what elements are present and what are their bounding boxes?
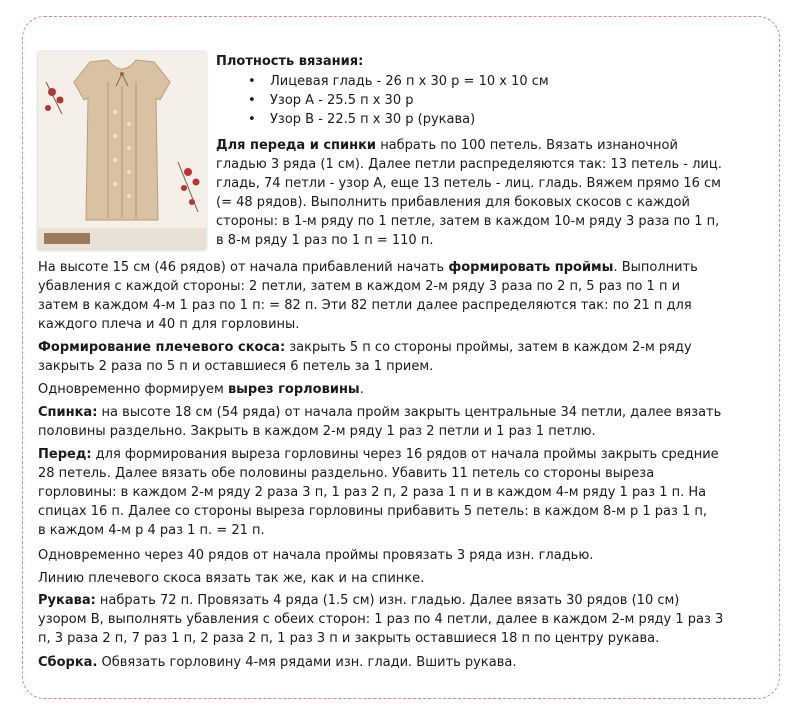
- front-back-heading: Для переда и спинки: [216, 138, 377, 153]
- text-line: гладь, 74 петли - узор А, еще 13 петель - лиц. гладь. Вяжем прямо 16 см: [216, 176, 721, 191]
- sleeves-heading: Рукава:: [38, 593, 96, 608]
- back-paragraph: [38, 403, 762, 441]
- assembly-heading: Сборка.: [38, 655, 98, 670]
- text-line: узором В, выполнять убавления с обеих сторон: 1 раз по 4 петли, далее в каждом 2-м ряду 1 раз 3: [38, 612, 724, 627]
- front-paragraph: [38, 445, 762, 540]
- text-line: затем в каждом 4-м 1 раз по 1 п: = 82 п. Эти 82 петли далее распределяются так: по 21 п для: [38, 298, 692, 313]
- text-line: убавления с каждой стороны: 2 петли, затем в каждом 2-м ряду 3 раза по 2 п, 5 раз по 1 п и: [38, 279, 681, 294]
- armhole-heading: формировать проймы: [448, 260, 614, 275]
- text-line: половины раздельно. Закрыть в каждом 2-м ряду 1 раз 2 петли и 1 раз 1 петлю.: [38, 424, 596, 439]
- text-line: (= 48 рядов). Выполнить прибавления для боковых скосов с каждой: [216, 195, 690, 210]
- text-line: каждого плеча и 40 п для горловины.: [38, 317, 300, 332]
- neck-paragraph: [38, 380, 762, 399]
- front-heading: Перед:: [38, 447, 92, 462]
- shoulder-paragraph: [38, 338, 762, 376]
- text-fragment: Одновременно формируем: [38, 382, 228, 397]
- sleeves-paragraph: [38, 591, 762, 648]
- shoulder-heading: Формирование плечевого скоса:: [38, 340, 286, 355]
- text-fragment: Обвязать горловину 4-мя рядами изн. глади. Вшить рукава.: [97, 655, 517, 670]
- density-list: [244, 72, 549, 129]
- text-line: п, 3 раза 2 п, 7 раз 1 п, 2 раза 2 п, 1 раз 3 п и закрыть оставшиеся 18 п по центру рукава.: [38, 631, 660, 646]
- back-heading: Спинка:: [38, 405, 98, 420]
- text-fragment: для формирования выреза горловины через 16 рядов от начала проймы закрыть средние: [91, 447, 719, 462]
- text-fragment: На высоте 15 см (46 рядов) от начала прибавлений начать: [38, 260, 449, 275]
- text-fragment: .: [359, 382, 364, 397]
- shoulder-line-paragraph: Линию плечевого скоса вязать так же, как и на спинке.: [38, 571, 425, 586]
- text-line: 28 петель. Далее вязать обе половины раздельно. Убавить 11 петель со стороны выреза: [38, 466, 655, 481]
- text-fragment: набрать 72 п. Провязать 4 ряда (1.5 см) изн. гладью. Далее вязать 30 рядов (10 см): [95, 593, 680, 608]
- text-line: стороны: в 1-м ряду по 1 петле, затем в каждом 10-м ряду 3 раза по 1 п,: [216, 214, 720, 229]
- list-item: • Узор В - 22.5 п х 30 р (рукава): [244, 110, 549, 129]
- assembly-paragraph: [38, 653, 762, 672]
- text-line: горловины: в каждом 2-м ряду 2 раза 3 п, 1 раз 2 п, 2 раза 1 п и в каждом 4-м ряду 1 раз 1 п. На: [38, 485, 707, 500]
- text-fragment: . Выполнить: [613, 260, 698, 275]
- neck-heading: вырез горловины: [227, 382, 360, 397]
- density-title: Плотность вязания:: [216, 54, 364, 69]
- front-back-paragraph: [216, 136, 756, 250]
- simultaneous-paragraph: Одновременно через 40 рядов от начала проймы провязать 3 ряда изн. гладью.: [38, 548, 594, 563]
- knitted-top-illustration: [38, 52, 206, 250]
- list-item: • Лицевая гладь - 26 п х 30 р = 10 х 10 см: [244, 72, 549, 91]
- text-line: закрыть 2 раза по 5 п и оставшиеся 6 петель за 1 прием.: [38, 359, 434, 374]
- armhole-paragraph: [38, 258, 762, 334]
- knitted-top-photo: [38, 52, 206, 250]
- text-line: спицах 16 п. Далее со стороны выреза горловины прибавить 5 петель: в каждом 8-м р 1 раз 1 п,: [38, 504, 708, 519]
- text-line: набрать по 100 петель. Вязать изнаночной: [380, 138, 678, 153]
- text-line: гладью 3 ряда (1 см). Далее петли распределяются так: 13 петель - лиц.: [216, 157, 722, 172]
- text-fragment: на высоте 18 см (54 ряда) от начала пройм закрыть центральные 34 петли, далее вязать: [97, 405, 722, 420]
- text-line: в 8-м ряду 1 раз по 1 п = 110 п.: [216, 233, 434, 248]
- text-line: в каждом 4-м р 4 раз 1 п. = 21 п.: [38, 523, 265, 538]
- list-item: • Узор А - 25.5 п х 30 р: [244, 91, 549, 110]
- text-fragment: закрыть 5 п со стороны проймы, затем в каждом 2-м ряду: [285, 340, 692, 355]
